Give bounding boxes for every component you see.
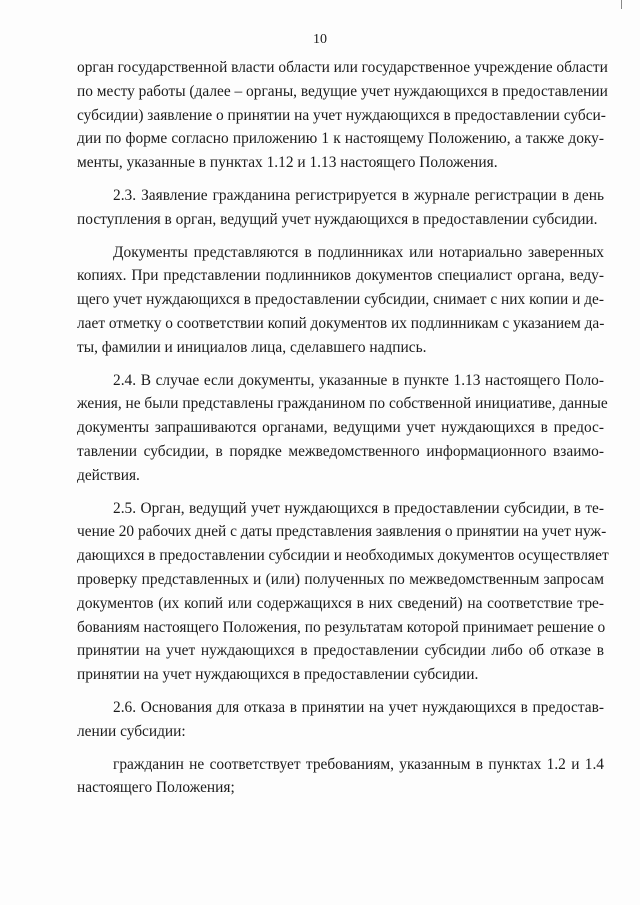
text-line: бованиям настоящего Положения, по результатам которой принимает решение о bbox=[77, 618, 606, 636]
text-line: ты, фамилии и инициалов лица, сделавшего надпись. bbox=[77, 338, 427, 356]
text-line: чение 20 рабочих дней с даты представления заявления о принятии на учет нуж- bbox=[77, 523, 607, 541]
paragraph-application-submission bbox=[77, 56, 608, 175]
document-body bbox=[77, 56, 609, 800]
paragraph-2-3 bbox=[77, 184, 604, 232]
page-number: 10 bbox=[313, 32, 327, 47]
scan-corner-mark bbox=[621, 0, 622, 9]
text-line: орган государственной власти области или государственное учреждение области bbox=[77, 59, 608, 76]
paragraph-documents bbox=[77, 241, 604, 360]
text-line: субсидии) заявление о принятии на учет нуждающихся в предоставлении субси- bbox=[77, 106, 606, 124]
text-line: действия. bbox=[77, 466, 140, 484]
paragraph-2-4 bbox=[77, 369, 608, 488]
text-line: 2.6. Основания для отказа в принятии на учет нуждающихся в предостав- bbox=[113, 698, 604, 716]
text-line: принятии на учет нуждающихся в предоставлении субсидии либо об отказе в bbox=[77, 642, 604, 660]
text-line: документы запрашиваются органами, ведущими учет нуждающихся в предос- bbox=[77, 419, 604, 437]
text-line: дии по форме согласно приложению 1 к настоящему Положению, а также доку- bbox=[77, 130, 604, 148]
text-line: тавлении субсидии, в порядке межведомственного информационного взаимо- bbox=[77, 442, 604, 460]
text-line: проверку представленных и (или) полученных по межведомственным запросам bbox=[77, 570, 604, 588]
text-line: настоящего Положения; bbox=[77, 779, 235, 797]
text-line: 2.5. Орган, ведущий учет нуждающихся в предоставлении субсидии, в те- bbox=[113, 499, 604, 517]
text-line: копиях. При представлении подлинников документов специалист органа, веду- bbox=[77, 267, 604, 285]
text-line: жения, не были представлены гражданином по собственной инициативе, данные bbox=[77, 395, 608, 413]
paragraph-refusal-ground-1 bbox=[77, 753, 604, 801]
text-line: 2.4. В случае если документы, указанные в пункте 1.13 настоящего Поло- bbox=[113, 371, 604, 389]
paragraph-2-5 bbox=[77, 497, 609, 687]
text-line: принятии на учет нуждающихся в предоставлении субсидии. bbox=[77, 666, 479, 684]
text-line: менты, указанные в пунктах 1.12 и 1.13 настоящего Положения. bbox=[77, 154, 498, 172]
text-line: документов (их копий или содержащихся в них сведений) на соответствие тре- bbox=[77, 594, 604, 612]
text-line: поступления в орган, ведущий учет нуждающихся в предоставлении субсидии. bbox=[77, 210, 598, 228]
text-line: щего учет нуждающихся в предоставлении субсидии, снимает с них копии и де- bbox=[77, 291, 604, 309]
text-line: по месту работы (далее – органы, ведущие учет нуждающихся в предоставлении bbox=[77, 82, 608, 100]
text-line: лает отметку о соответствии копий документов их подлинникам с указанием да- bbox=[77, 314, 605, 332]
text-line: Документы представляются в подлинниках или нотариально заверенных bbox=[113, 243, 604, 261]
text-line: лении субсидии: bbox=[77, 722, 186, 740]
paragraph-2-6 bbox=[77, 696, 604, 744]
text-line: гражданин не соответствует требованиям, указанным в пунктах 1.2 и 1.4 bbox=[113, 755, 604, 773]
text-line: 2.3. Заявление гражданина регистрируется в журнале регистрации в день bbox=[113, 186, 604, 204]
text-line: дающихся в предоставлении субсидии и необходимых документов осуществляет bbox=[77, 547, 609, 565]
